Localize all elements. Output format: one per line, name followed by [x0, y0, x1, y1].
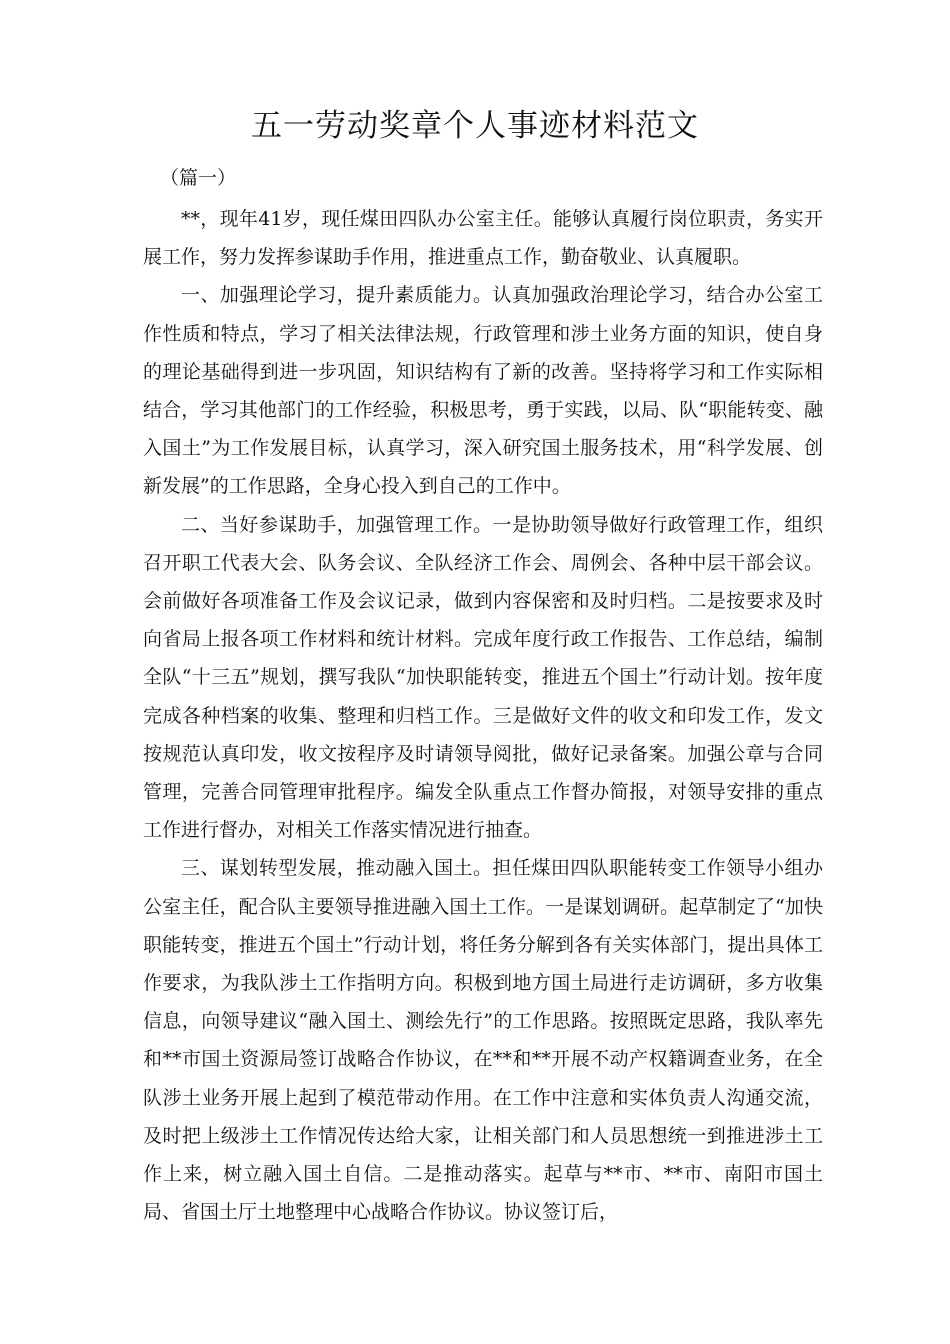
paragraph-intro: **，现年41岁，现任煤田四队办公室主任。能够认真履行岗位职责，务实开展工作，努力发挥参谋助手作用，推进重点工作，勤奋敬业、认真履职。: [143, 208, 823, 269]
paragraph-theory-study: 一、加强理论学习，提升素质能力。认真加强政治理论学习，结合办公室工作性质和特点，学习了相关法律法规，行政管理和涉土业务方面的知识，使自身的理论基础得到进一步巩固，知识结构有了新的改善。坚持将学习和工作实际相结合，学习其他部门的工作经验，积极思考，勇于实践，以局、队“职能转变、融入国土”为工作发展目标，认真学习，深入研究国土服务技术，用“科学发展、创新发展”的工作思路，全身心投入到自己的工作中。: [143, 284, 823, 498]
document-body: [143, 200, 823, 1231]
paragraph-management: 二、当好参谋助手，加强管理工作。一是协助领导做好行政管理工作，组织召开职工代表大会、队务会议、全队经济工作会、周例会、各种中层干部会议。会前做好各项准备工作及会议记录，做到内容保密和及时归档。二是按要求及时向省局上报各项工作材料和统计材料。完成年度行政工作报告、工作总结，编制全队“十三五”规划，撰写我队“加快职能转变，推进五个国土”行动计划。按年度完成各种档案的收集、整理和归档工作。三是做好文件的收文和印发工作，发文按规范认真印发，收文按程序及时请领导阅批，做好记录备案。加强公章与合同管理，完善合同管理审批程序。编发全队重点工作督办简报，对领导安排的重点工作进行督办，对相关工作落实情况进行抽查。: [143, 513, 823, 842]
section-label: （篇一）: [160, 167, 237, 189]
paragraph-transformation: 三、谋划转型发展，推动融入国土。担任煤田四队职能转变工作领导小组办公室主任，配合队主要领导推进融入国土工作。一是谋划调研。起草制定了“加快职能转变，推进五个国土”行动计划，将任务分解到各有关实体部门，提出具体工作要求，为我队涉土工作指明方向。积极到地方国土局进行走访调研，多方收集信息，向领导建议“融入国土、测绘先行”的工作思路。按照既定思路，我队率先和**市国土资源局签订战略合作协议，在**和**开展不动产权籍调查业务，在全队涉土业务开展上起到了模范带动作用。在工作中注意和实体负责人沟通交流，及时把上级涉土工作情况传达给大家，让相关部门和人员思想统一到推进涉土工作上来，树立融入国土自信。二是推动落实。起草与**市、**市、南阳市国土局、省国土厅土地整理中心战略合作协议。协议签订后，: [143, 857, 823, 1224]
document-title: 五一劳动奖章个人事迹材料范文: [251, 108, 699, 144]
